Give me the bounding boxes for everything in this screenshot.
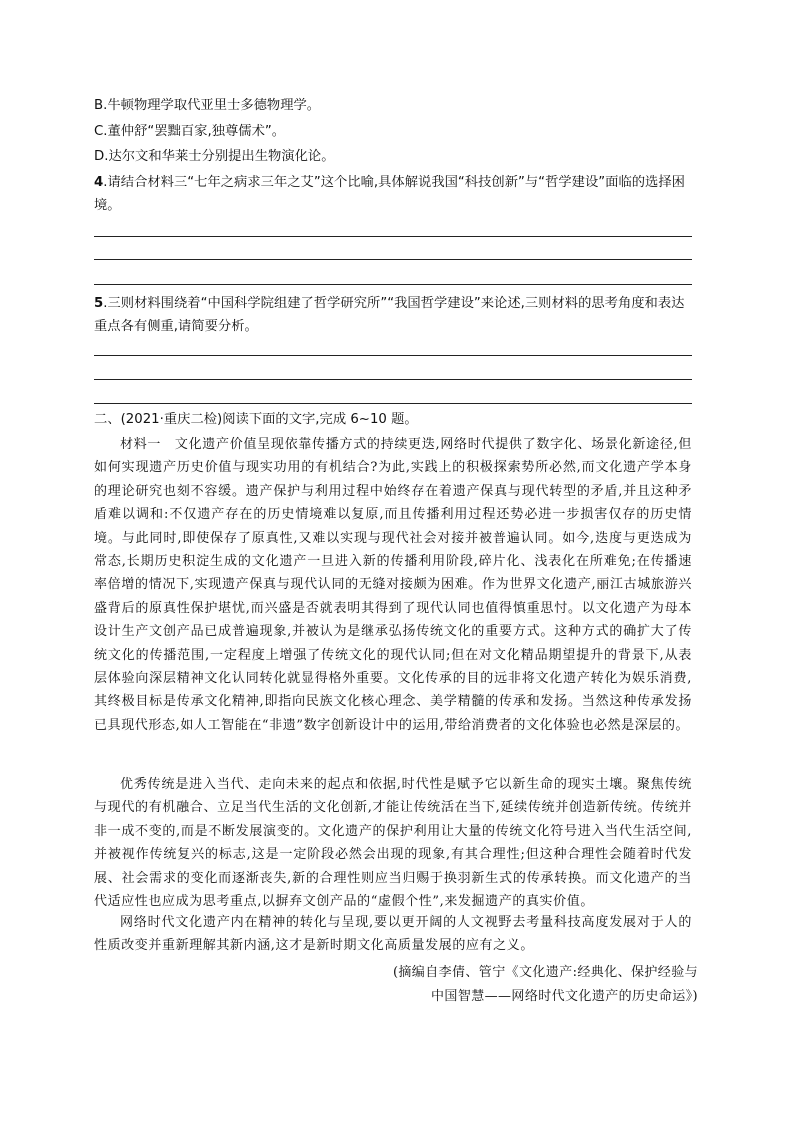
answer-line[interactable] — [94, 284, 692, 285]
question-4-number: 4 — [94, 175, 104, 190]
answer-line[interactable] — [94, 236, 692, 237]
paragraph-three: 网络时代文化遗产内在精神的转化与呈现,要以更开阔的人文视野去考量科技高度发展对于人的性质改变并重新理解其新内涵,这才是新时期文化高质量发展的应有之义。 — [94, 915, 692, 954]
answer-line[interactable] — [94, 379, 692, 380]
source-citation-line-2: 中国智慧——网络时代文化遗产的历史命运》) — [431, 989, 698, 1004]
question-4-text: .请结合材料三“七年之病求三年之艾”这个比喻,具体解说我国“科技创新”与“哲学建设”面临的选择困境。 — [94, 175, 685, 213]
question-5 — [94, 292, 694, 338]
answer-line[interactable] — [94, 259, 692, 260]
section-heading: 二、(2021·重庆二检)阅读下面的文字,完成 6~10 题。 — [94, 412, 418, 427]
source-citation-line-1: (摘编自李倩、管宁《文化遗产:经典化、保护经验与 — [392, 965, 698, 980]
paragraph-material-one: 材料一 文化遗产价值呈现依靠传播方式的持续更迭,网络时代提供了数字化、场景化新途径,但如何实现遗产历史价值与现实功用的有机结合?为此,实践上的积极探索势所必然,而文化遗产学本身的理论研究也刻不容缓。遗产保护与利用过程中始终存在着遗产保真与现代转型的矛盾,并且这种矛盾难以调和:不仅遗产存在的历史情境难以复原,而且传播利用过程还势必进一步损害仅存的历史情境。与此同时,即使保存了原真性,又难以实现与现代社会对接并被普遍认同。如今,迭度与更迭成为常态,长期历史积淀生成的文化遗产一旦进入新的传播利用阶段,碎片化、浅表化在所难免;在传播速率倍增的情况下,实现遗产保真与现代认同的无缝对接颇为困难。作为世界文化遗产,丽江古城旅游兴盛背后的原真性保护堪忧,而兴盛是否就表明其得到了现代认同也值得慎重思忖。以文化遗产为母本设计生产文创产品已成普遍现象,并被认为是继承弘扬传统文化的重要方式。这种方式的确扩大了传统文化的传播范围,一定程度上增强了传统文化的现代认同;但在对文化精品期望提升的背景下,从表层体验向深层精神文化认同转化就显得格外重要。文化传承的目的远非将文化遗产转化为娱乐消费,其终极目标是传承文化精神,即指向民族文化核心理念、美学精髓的传承和发扬。当然这种传承发扬已具现代形态,如人工智能在“非遗”数字创新设计中的运用,带给消费者的文化体验也必然是深层的。 — [94, 437, 692, 733]
answer-line[interactable] — [94, 355, 692, 356]
question-4 — [94, 171, 694, 217]
option-b: B.牛顿物理学取代亚里士多德物理学。 — [94, 98, 321, 113]
question-5-number: 5 — [94, 296, 104, 311]
paragraph-two: 优秀传统是进入当代、走向未来的起点和依据,时代性是赋予它以新生命的现实土壤。聚焦传统与现代的有机融合、立足当代生活的文化创新,才能让传统活在当下,延续传统并创造新传统。传统并非一成不变的,而是不断发展演变的。文化遗产的保护利用让大量的传统文化符号进入当代生活空间,并被视作传统复兴的标志,这是一定阶段必然会出现的现象,有其合理性;但这种合理性会随着时代发展、社会需求的变化而逐渐丧失,新的合理性则应当归赐于换羽新生式的传承转换。而文化遗产的当代适应性也应成为思考重点,以摒弃文创产品的“虚假个性”,来发掘遗产的真实价值。 — [94, 777, 692, 910]
option-c: C.董仲舒“罢黜百家,独尊儒术”。 — [94, 124, 286, 139]
answer-line[interactable] — [94, 403, 692, 404]
option-d: D.达尔文和华莱士分别提出生物演化论。 — [94, 149, 335, 164]
question-5-text: .三则材料围绕着“中国科学院组建了哲学研究所”“我国哲学建设”来论述,三则材料的思考角度和表达重点各有侧重,请简要分析。 — [94, 296, 685, 334]
